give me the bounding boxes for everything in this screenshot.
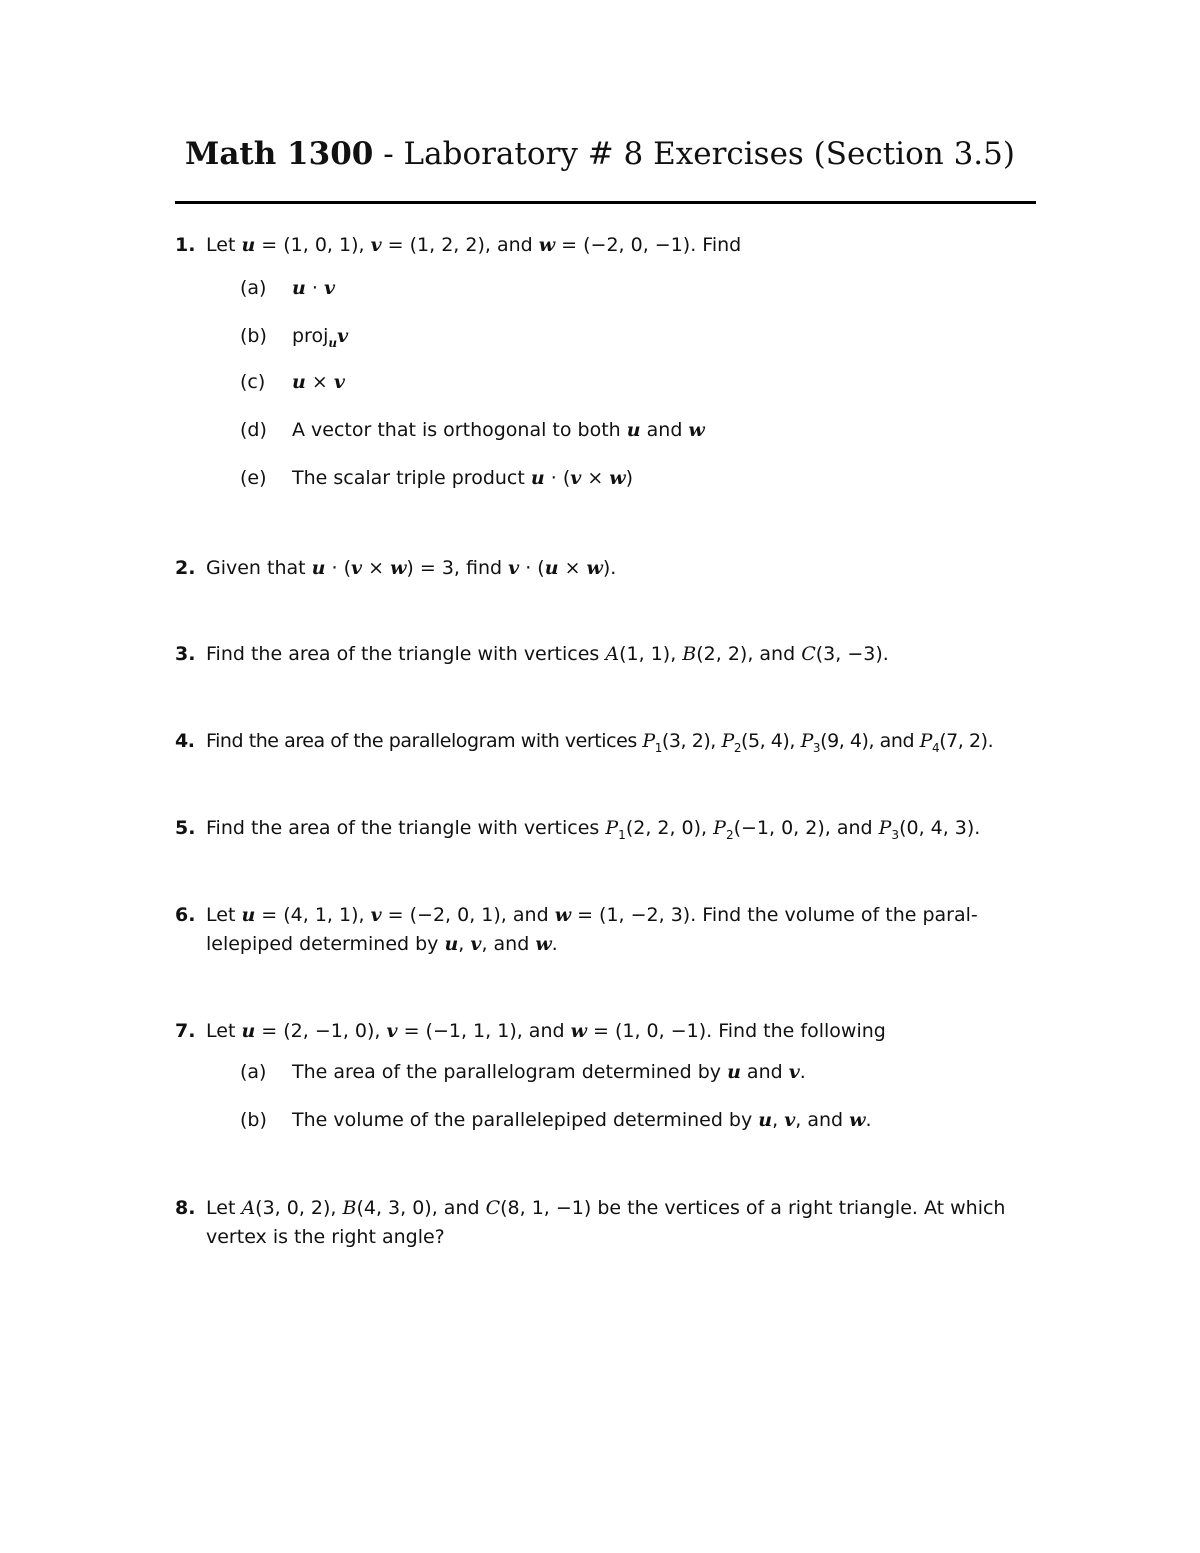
part-label: (b)	[240, 325, 267, 347]
part-label: (a)	[240, 277, 267, 299]
problem-7	[175, 1017, 1060, 1046]
part-label: (e)	[240, 467, 267, 489]
problem-7-part-b	[240, 1109, 872, 1131]
part-label: (a)	[240, 1061, 267, 1083]
problem-number: 6.	[175, 904, 196, 926]
part-text: u · v	[292, 277, 335, 299]
problem-text: Let u = (4, 1, 1), v = (−2, 0, 1), and w = (1, −2, 3). Find the volume of the paral- lelepiped determined by u, v, and w.	[206, 904, 978, 955]
part-label: (b)	[240, 1109, 267, 1131]
problem-1-part-d	[240, 419, 705, 441]
part-text: The volume of the parallelepiped determined by u, v, and w.	[292, 1109, 872, 1131]
problem-7-part-a	[240, 1061, 806, 1083]
problem-1-part-c	[240, 371, 345, 393]
course-name: Math 1300	[185, 136, 374, 172]
problem-text: Given that u · (v × w) = 3, find v · (u × w).	[206, 557, 617, 579]
problem-text: Find the area of the triangle with vertices A(1, 1), B(2, 2), and C(3, −3).	[206, 643, 889, 665]
problem-1-part-a	[240, 277, 335, 299]
problem-1	[175, 231, 1060, 260]
title-rule	[175, 201, 1036, 204]
problem-text: Find the area of the triangle with vertices $P_1(2$, 2, 0), $P_2(-1$, 0, 2), and $P_3(0$, 4, 3).	[206, 817, 981, 842]
problem-1-part-b	[240, 325, 348, 350]
title-rest: - Laboratory # 8 Exercises (Section 3.5)	[373, 136, 1015, 172]
problem-text: Let u = (1, 0, 1), v = (1, 2, 2), and w = (−2, 0, −1). Find	[206, 234, 742, 256]
problem-text: Let u = (2, −1, 0), v = (−1, 1, 1), and w = (1, 0, −1). Find the following	[206, 1020, 886, 1042]
problem-8	[175, 1194, 1060, 1252]
part-text: The area of the parallelogram determined by u and v.	[292, 1061, 806, 1083]
problem-5	[175, 814, 1060, 850]
problem-text: Find the area of the parallelogram with vertices $P_1(3$, 2), $P_2(5$, 4), $P_3(9$, 4), and $P_4(7$, 2).	[206, 730, 994, 755]
problem-text: Let A(3, 0, 2), B(4, 3, 0), and C(8, 1, −1) be the vertices of a right triangle. At which vertex is the right angle?	[206, 1197, 1006, 1248]
problem-6	[175, 901, 1060, 959]
problem-2	[175, 554, 1060, 583]
part-text: A vector that is orthogonal to both u and w	[292, 419, 705, 441]
part-label: (d)	[240, 419, 267, 441]
problem-number: 2.	[175, 557, 196, 579]
problem-number: 4.	[175, 730, 195, 752]
problem-3	[175, 640, 1060, 669]
part-text: u × v	[292, 371, 345, 393]
problem-number: 5.	[175, 817, 196, 839]
problem-number: 8.	[175, 1197, 196, 1219]
problem-number: 7.	[175, 1020, 196, 1042]
page-title	[0, 136, 1200, 172]
problem-number: 3.	[175, 643, 196, 665]
problem-4	[175, 727, 1060, 763]
part-text: The scalar triple product u · (v × w)	[292, 467, 634, 489]
problem-1-part-e	[240, 467, 633, 489]
problem-number: 1.	[175, 234, 196, 256]
part-label: (c)	[240, 371, 266, 393]
part-text: proj$_u$v	[292, 325, 349, 350]
